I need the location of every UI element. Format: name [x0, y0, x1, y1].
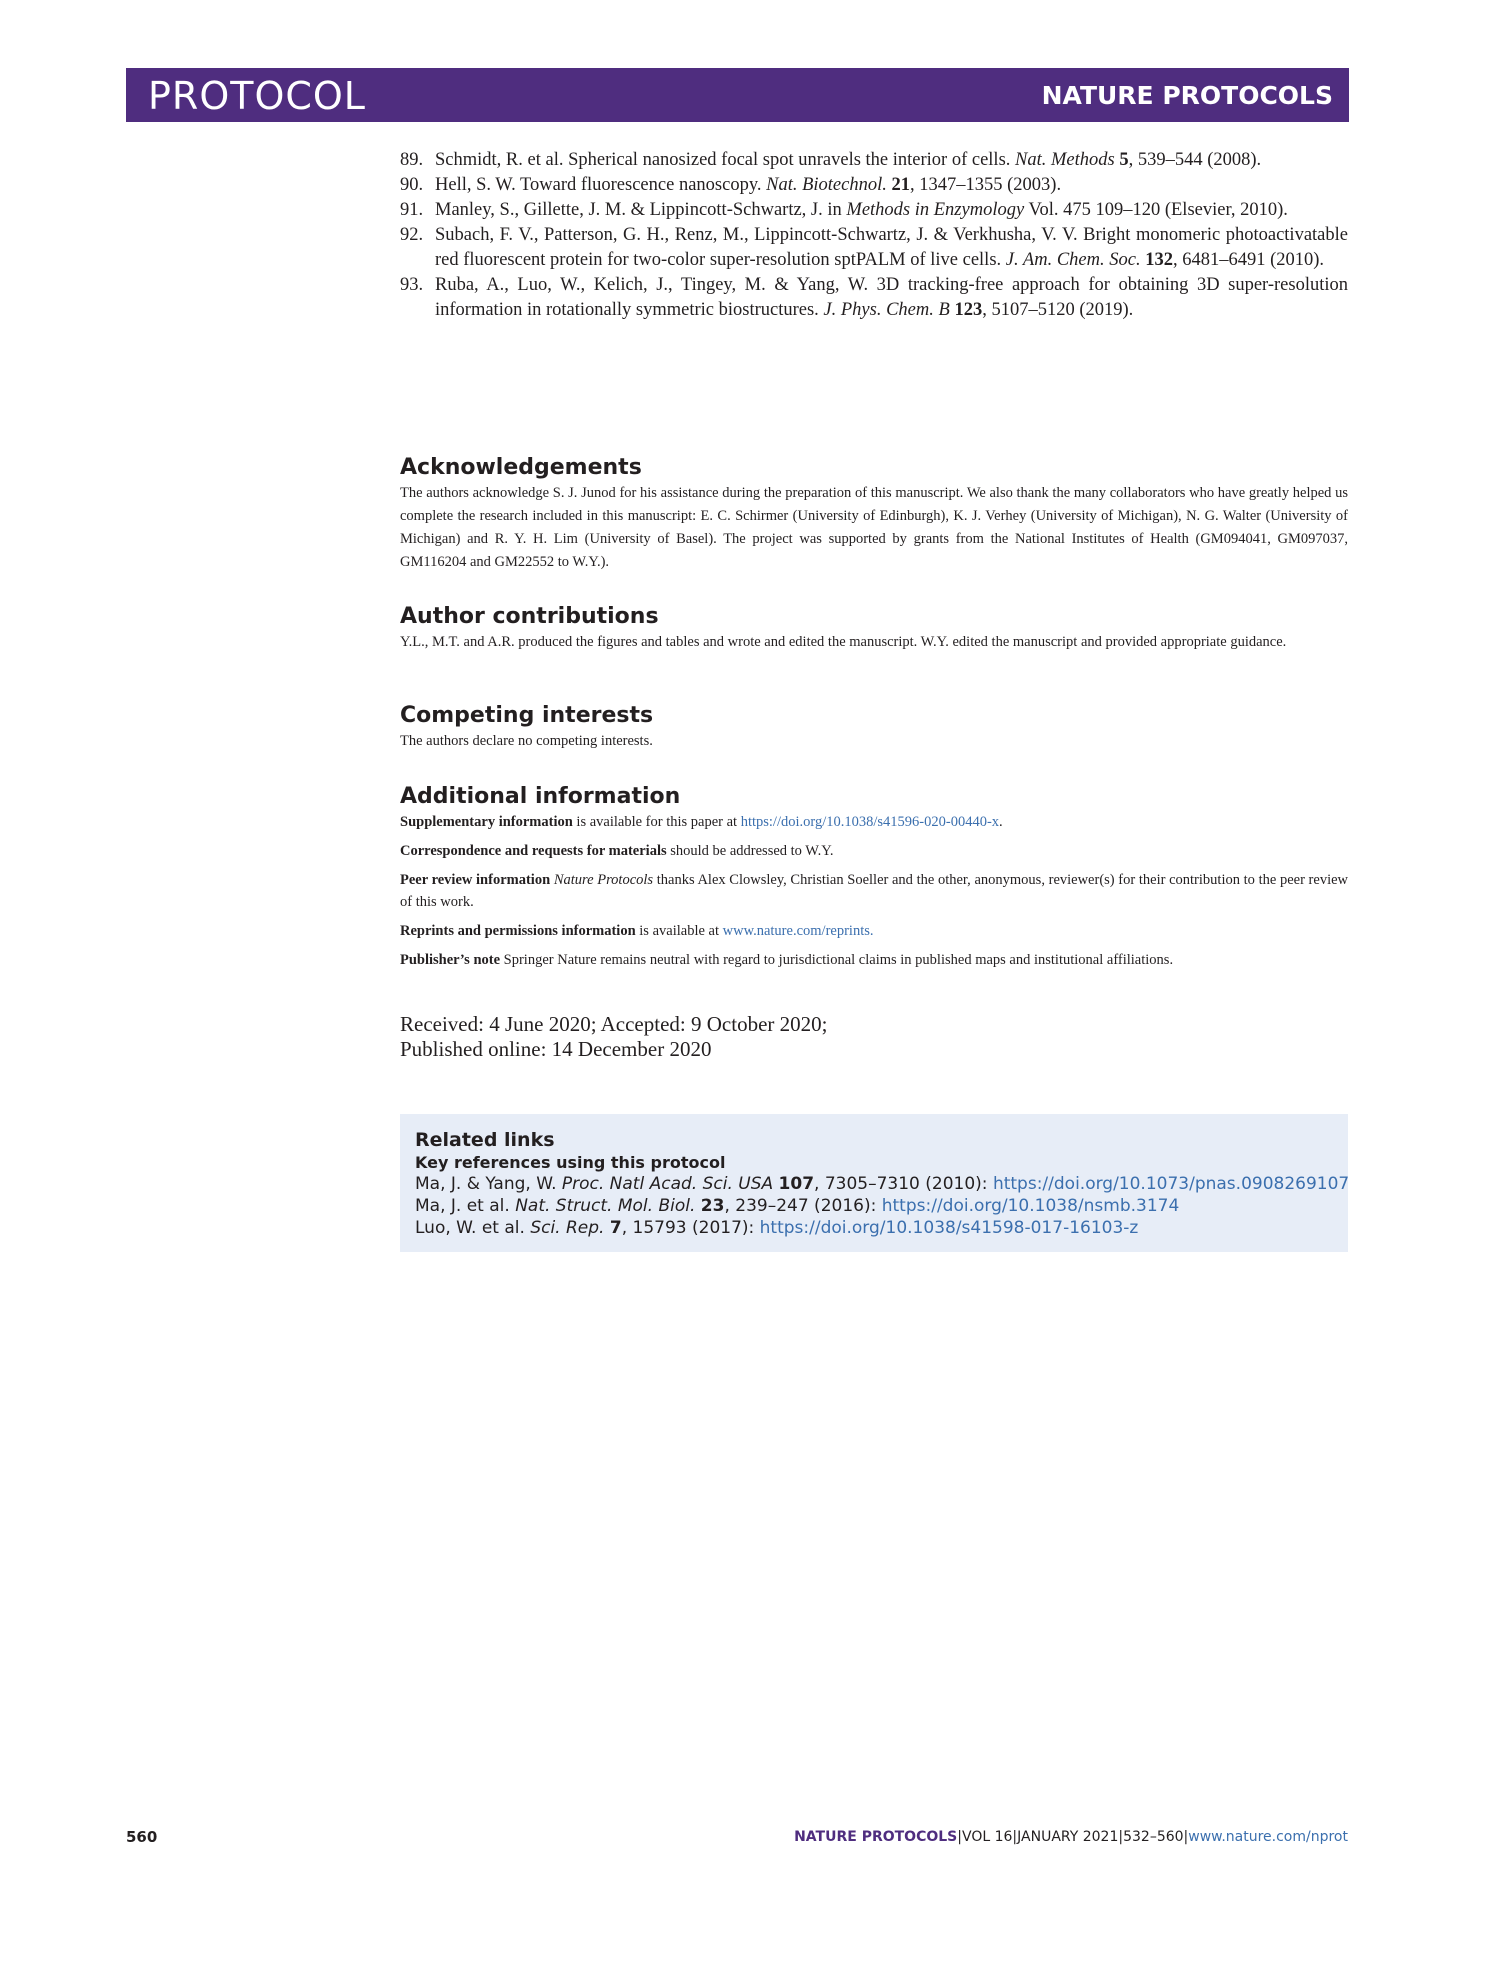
reference-journal: J. Phys. Chem. B [823, 300, 950, 320]
supplementary-period: . [999, 814, 1003, 830]
published-online-date: Published online: 14 December 2020 [400, 1037, 712, 1061]
supplementary-info [400, 811, 1348, 833]
reference-pages-year: , 539–544 (2008). [1128, 150, 1262, 170]
reference-volume: 21 [891, 175, 910, 195]
related-link-journal: Sci. Rep. [530, 1218, 605, 1238]
reference-number: 89. [400, 150, 424, 170]
related-link-pages: , 239–247 (2016): [724, 1196, 882, 1216]
section-type-label: PROTOCOL [148, 74, 366, 118]
reference-volume: 123 [954, 300, 983, 320]
reference-number: 90. [400, 175, 424, 195]
reference-number: 91. [400, 200, 424, 220]
reference-volume: 5 [1119, 150, 1129, 170]
peer-review-label: Peer review information [400, 872, 551, 888]
peer-review-journal: Nature Protocols [553, 872, 654, 888]
peer-review-info [400, 869, 1348, 913]
footer-url-link[interactable]: www.nature.com/nprot [1188, 1829, 1348, 1845]
related-link-journal: Nat. Struct. Mol. Biol. [515, 1196, 696, 1216]
reference-book: Methods in Enzymology [846, 200, 1025, 220]
reference-number: 92. [400, 225, 424, 245]
reference-item [400, 198, 1348, 223]
publisher-note-text: Springer Nature remains neutral with regard to jurisdictional claims in published maps and institutional affiliations. [500, 952, 1174, 968]
related-link-authors: Ma, J. & Yang, W. [415, 1174, 562, 1194]
publisher-note [400, 949, 1348, 971]
peer-review-text: thanks Alex Clowsley, Christian Soeller and the other, anonymous, reviewer(s) for their contribution to the peer review of this work. [400, 872, 1349, 910]
reference-volume: 132 [1145, 250, 1173, 270]
received-accepted-dates: Received: 4 June 2020; Accepted: 9 October 2020; [400, 1012, 828, 1036]
footer-separator: | [957, 1829, 962, 1845]
footer-separator: | [1118, 1829, 1124, 1845]
supplementary-text: is available for this paper at [572, 814, 741, 830]
related-link-item [415, 1195, 1345, 1217]
reprints-info [400, 920, 1348, 942]
reference-pages-year: , 5107–5120 (2019). [982, 300, 1134, 320]
correspondence-text: should be addressed to W.Y. [666, 843, 834, 859]
related-links-subtitle: Key references using this protocol [415, 1153, 726, 1172]
reference-list [400, 148, 1348, 323]
reference-journal: Nat. Methods [1015, 150, 1115, 170]
reference-authors-title: Ruba, A., Luo, W., Kelich, J., Tingey, M. & Yang, W. 3D tracking-free approach for obtaining 3D super-resolution information in rotationally symmetric biostructures. [435, 275, 1348, 320]
reference-item [400, 173, 1348, 198]
reference-item [400, 223, 1348, 273]
supplementary-label: Supplementary information [400, 814, 573, 830]
reference-pages-year: Vol. 475 109–120 (Elsevier, 2010). [1024, 200, 1288, 220]
reference-number: 93. [400, 275, 424, 295]
competing-interests-heading: Competing interests [400, 703, 654, 728]
additional-information-heading: Additional information [400, 784, 681, 809]
related-links-box [400, 1114, 1348, 1252]
footer-separator: | [1012, 1829, 1018, 1845]
related-link-item [415, 1173, 1350, 1195]
footer-volume: VOL 16 [962, 1829, 1013, 1845]
reference-journal: J. Am. Chem. Soc. [1005, 250, 1141, 270]
reference-item [400, 148, 1348, 173]
competing-interests-text: The authors declare no competing interests. [400, 733, 653, 749]
related-links-title: Related links [415, 1129, 555, 1151]
acknowledgements-text: The authors acknowledge S. J. Junod for his assistance during the preparation of this manuscript. We also thank the many collaborators who have greatly helped us complete the research included in this manuscript: E. C. Schirmer (University of Edinburgh), K. J. Verhey (University of Michigan), N. G. Walter (University of Michigan) and R. Y. H. Lim (University of Basel). The project was supported by grants from the National Institutes of Health (GM094041, GM097037, GM116204 and GM22552 to W.Y.). [400, 485, 1348, 570]
supplementary-link[interactable]: https://doi.org/10.1038/s41596-020-00440-x [740, 814, 1000, 830]
reference-list-container [400, 148, 1348, 323]
related-link-volume: 7 [609, 1218, 622, 1238]
reference-journal: Nat. Biotechnol. [766, 175, 887, 195]
publication-dates [400, 1012, 1348, 1062]
correspondence-label: Correspondence and requests for materials [400, 843, 667, 859]
reprints-label: Reprints and permissions information [400, 923, 636, 939]
related-link-authors: Ma, J. et al. [415, 1196, 516, 1216]
reference-pages-year: , 6481–6491 (2010). [1172, 250, 1325, 270]
journal-name-header: NATURE PROTOCOLS [1041, 81, 1333, 110]
reference-authors-title: Subach, F. V., Patterson, G. H., Renz, M., Lippincott-Schwartz, J. & Verkhusha, V. V. Bright monomeric photoactivatable red fluorescent protein for two-color super-resolution sptPALM of live cells. [435, 225, 1348, 270]
footer-journal: NATURE PROTOCOLS [794, 1829, 958, 1845]
author-contributions-text: Y.L., M.T. and A.R. produced the figures and tables and wrote and edited the manuscript. W.Y. edited the manuscript and provided appropriate guidance. [400, 634, 1287, 650]
reference-authors-title: Manley, S., Gillette, J. M. & Lippincott-Schwartz, J. in [435, 200, 847, 220]
header-bar [126, 68, 1349, 122]
related-link-volume: 23 [700, 1196, 725, 1216]
related-link-pages: , 7305–7310 (2010): [814, 1174, 993, 1194]
related-link-doi[interactable]: https://doi.org/10.1038/s41598-017-16103-z [759, 1218, 1139, 1238]
additional-information-section [400, 783, 1348, 978]
related-link-journal: Proc. Natl Acad. Sci. USA [561, 1174, 774, 1194]
page-number: 560 [126, 1828, 158, 1846]
reference-authors-title: Schmidt, R. et al. Spherical nanosized focal spot unravels the interior of cells. [435, 150, 1016, 170]
footer-separator: | [1183, 1829, 1189, 1845]
reference-authors-title: Hell, S. W. Toward fluorescence nanoscopy. [435, 175, 767, 195]
author-contributions-section [400, 603, 1348, 654]
reprints-link[interactable]: www.nature.com/reprints. [722, 923, 874, 939]
publisher-note-label: Publisher’s note [400, 952, 501, 968]
related-link-doi[interactable]: https://doi.org/10.1038/nsmb.3174 [881, 1196, 1180, 1216]
related-link-doi[interactable]: https://doi.org/10.1073/pnas.0908269107 [992, 1174, 1350, 1194]
reference-pages-year: , 1347–1355 (2003). [910, 175, 1062, 195]
acknowledgements-heading: Acknowledgements [400, 455, 642, 480]
related-link-item [415, 1217, 1345, 1239]
reprints-text: is available at [635, 923, 723, 939]
related-link-authors: Luo, W. et al. [415, 1218, 531, 1238]
related-links-content [415, 1128, 1350, 1239]
related-link-pages: , 15793 (2017): [621, 1218, 760, 1238]
reference-item [400, 273, 1348, 323]
acknowledgements-section [400, 454, 1348, 574]
footer-citation [794, 1829, 1348, 1845]
footer-date: JANUARY 2021 [1017, 1829, 1119, 1845]
competing-interests-section [400, 702, 1348, 753]
related-link-volume: 107 [778, 1174, 815, 1194]
correspondence-info [400, 840, 1348, 862]
footer-pages: 532–560 [1123, 1829, 1184, 1845]
author-contributions-heading: Author contributions [400, 604, 659, 629]
